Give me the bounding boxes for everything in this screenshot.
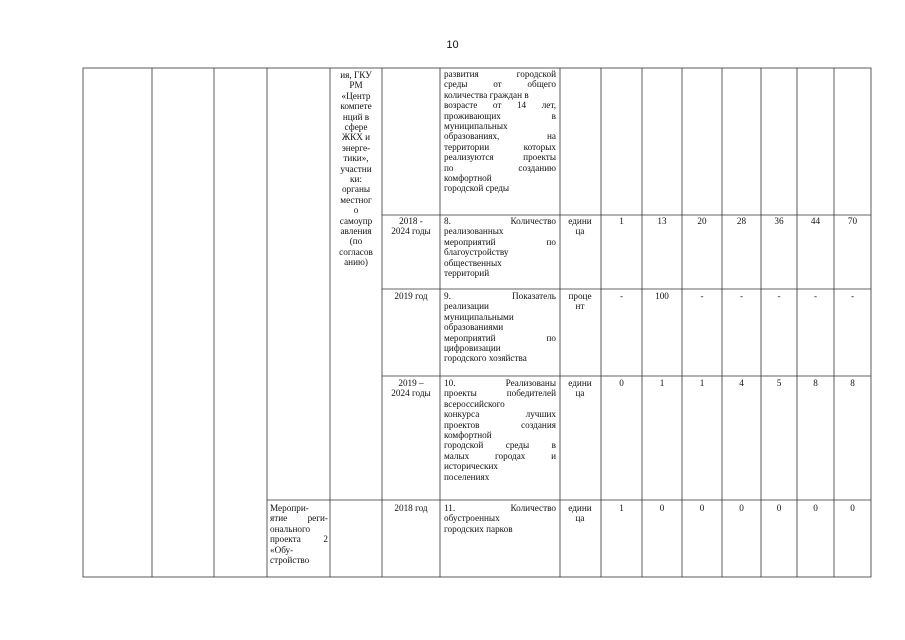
value-cell: 8	[813, 378, 818, 388]
period-line: 2018 -	[399, 216, 423, 226]
executor-line: ия, ГКУ	[340, 70, 372, 80]
indicator-line: 11. Количество	[444, 503, 556, 513]
indicator-line: городской среды	[444, 183, 510, 194]
indicator-line: 9. Показатель	[444, 291, 556, 301]
value-cell: 1	[619, 503, 624, 513]
indicator-line: малых городах и	[444, 450, 556, 461]
value-cell: 0	[813, 503, 818, 513]
value-cell: -	[777, 291, 781, 301]
indicator-line: образованиях, на	[444, 131, 556, 142]
unit-line: едини	[568, 378, 592, 388]
indicator-line: комфортной	[444, 173, 492, 183]
indicator-line: 10. Реализованы	[444, 378, 556, 388]
period-line: 2024 годы	[391, 388, 431, 399]
indicator-line: конкурса лучших	[444, 409, 556, 420]
indicator-line: проектов создания	[444, 419, 556, 430]
value-cell: 44	[810, 216, 821, 226]
indicator-line: реализованных	[444, 226, 504, 237]
indicator-line: реализации	[444, 301, 489, 312]
value-cell: 28	[736, 216, 747, 226]
indicator-line: территории которых	[444, 141, 556, 152]
indicator-line: всероссийского	[444, 398, 505, 409]
executor-line: нций в	[342, 111, 370, 122]
value-cell: 0	[659, 503, 665, 513]
indicator-line: комфортной	[444, 430, 492, 440]
value-cell: -	[850, 291, 855, 301]
executor-line: сфере	[344, 122, 368, 132]
indicator-line: городского хозяйства	[444, 353, 527, 364]
executor-line: о	[353, 205, 359, 216]
executor-line: самоупр	[339, 215, 373, 226]
indicator-line: проекты победителей	[444, 388, 556, 399]
indicator-line: мероприятий по	[444, 332, 556, 343]
indicator-line: поселениях	[444, 471, 490, 482]
value-cell: 4	[739, 378, 744, 388]
indicator-line: проживающих в	[444, 110, 556, 121]
indicator-line: образованиями	[444, 322, 504, 333]
value-cell: -	[813, 291, 818, 301]
indicator-line: цифровизации	[444, 343, 501, 353]
value-cell: 8	[850, 378, 855, 388]
value-cell: 0	[776, 503, 782, 513]
period-line: 2018 год	[394, 503, 428, 513]
executor-line: согласов	[339, 246, 373, 257]
value-cell: 0	[850, 503, 855, 513]
indicator-line: исторических	[444, 461, 498, 472]
period-line: 2024 годы	[391, 226, 431, 237]
indicator-line: городских парков	[444, 523, 513, 534]
executor-line: РМ	[349, 80, 363, 91]
indicator-line: развития городской	[444, 69, 556, 79]
executor-line: (по	[349, 236, 363, 247]
executor-line: участни	[340, 163, 372, 174]
indicator-line: среды от общего	[444, 79, 556, 90]
unit-line: ца	[575, 226, 585, 237]
indicator-line: обустроенных	[444, 513, 500, 524]
measure-line: проекта 2	[270, 534, 328, 545]
value-cell: 1	[699, 378, 705, 388]
value-cell: 20	[697, 216, 707, 226]
value-cell: 13	[657, 216, 667, 226]
value-cell: 0	[619, 378, 624, 388]
executor-line: тики»,	[343, 153, 369, 164]
indicator-line: возрасте от 14 лет,	[444, 100, 556, 111]
indicator-line: общественных	[444, 257, 502, 268]
period-line: 2019 год	[394, 291, 428, 301]
executor-line: органы	[341, 184, 371, 195]
indicator-line: реализуются проекты	[444, 152, 556, 163]
measure-line: Меропри-	[270, 503, 309, 513]
unit-line: нт	[575, 301, 585, 312]
executor-line: ки:	[350, 174, 362, 184]
unit-line: ца	[575, 388, 585, 399]
indicator-line: мероприятий по	[444, 236, 556, 247]
value-cell: 100	[655, 291, 669, 301]
unit-line: едини	[568, 216, 592, 226]
executor-line: авления	[340, 226, 372, 236]
unit-line: ца	[575, 513, 585, 524]
indicator-line: городской среды в	[444, 440, 556, 451]
executor-line: «Центр	[341, 90, 371, 101]
unit-line: проце	[568, 291, 592, 301]
measure-line: «Обу-	[270, 544, 294, 555]
value-cell: 36	[774, 216, 784, 226]
indicator-line: благоустройству	[444, 247, 509, 258]
executor-line: энерге-	[341, 142, 371, 153]
executor-line: ЖКХ и	[341, 132, 371, 143]
value-cell: -	[619, 291, 624, 301]
period-line: 2019 –	[398, 378, 424, 388]
indicator-line: муниципальных	[444, 121, 508, 131]
value-cell: 1	[659, 378, 665, 388]
indicator-line: 8. Количество	[444, 216, 556, 226]
measure-line: стройство	[270, 555, 310, 565]
value-cell: 70	[847, 216, 858, 226]
page-number: 10	[446, 39, 459, 51]
indicator-line: по созданию	[444, 162, 556, 173]
unit-line: едини	[568, 503, 592, 513]
executor-line: компете	[340, 101, 372, 112]
value-cell: 5	[776, 378, 782, 388]
value-cell: 0	[739, 503, 744, 513]
value-cell: -	[739, 291, 744, 301]
value-cell: -	[700, 291, 704, 301]
indicator-line: муниципальными	[444, 311, 514, 322]
value-cell: 1	[619, 216, 624, 226]
value-cell: 0	[699, 503, 705, 513]
executor-line: местног	[340, 194, 372, 205]
measure-line: ятие реги-	[270, 513, 328, 524]
measure-line: онального	[270, 523, 311, 534]
indicator-line: территорий	[444, 268, 490, 278]
executor-line: анию)	[344, 257, 368, 268]
indicator-line: количества граждан в	[444, 89, 529, 100]
